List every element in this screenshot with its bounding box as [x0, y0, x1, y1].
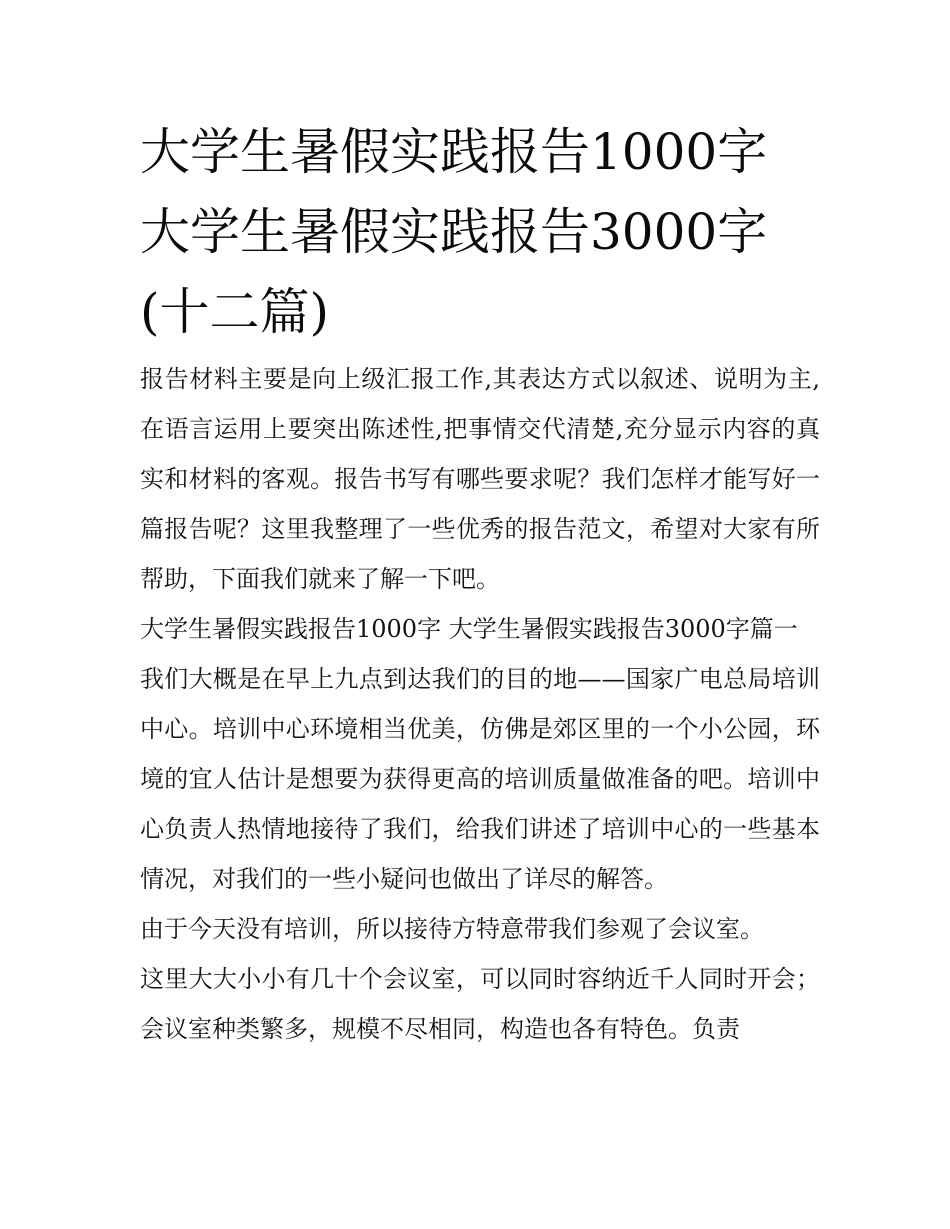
document-body	[140, 354, 820, 1054]
title-line: 大学生暑假实践报告1000字	[140, 123, 768, 181]
body-paragraph: 这里大大小小有几十个会议室，可以同时容纳近千人同时开会；会议室种类繁多，规模不尽相同，构造也各有特色。负责	[140, 965, 820, 1043]
document-title	[140, 112, 840, 352]
body-paragraph: 我们大概是在早上九点到达我们的目的地——国家广电总局培训中心。培训中心环境相当优美，仿佛是郊区里的一个小公园，环境的宜人估计是想要为获得更高的培训质量做准备的吧。培训中心负责人热情地接待了我们，给我们讲述了培训中心的一些基本情况，对我们的一些小疑问也做出了详尽的解答。	[140, 665, 820, 893]
title-line: 大学生暑假实践报告3000字	[140, 203, 768, 261]
section-heading: 大学生暑假实践报告1000字 大学生暑假实践报告3000字篇一	[140, 615, 798, 643]
title-line: (十二篇)	[140, 283, 330, 341]
intro-paragraph: 报告材料主要是向上级汇报工作,其表达方式以叙述、说明为主,在语言运用上要突出陈述性,把事情交代清楚,充分显示内容的真实和材料的客观。报告书写有哪些要求呢？我们怎样才能写好一篇报告呢？这里我整理了一些优秀的报告范文，希望对大家有所帮助，下面我们就来了解一下吧。	[140, 365, 820, 593]
body-paragraph: 由于今天没有培训，所以接待方特意带我们参观了会议室。	[140, 915, 764, 943]
